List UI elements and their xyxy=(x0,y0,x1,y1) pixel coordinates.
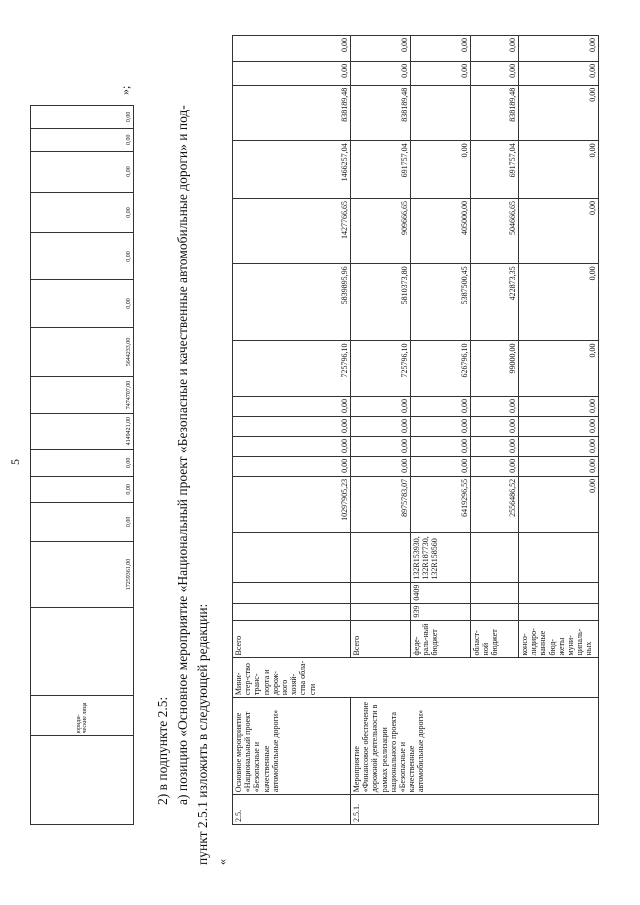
cell-value: 0,00 xyxy=(411,141,471,199)
row-csr xyxy=(233,532,351,582)
strip-value: 0,00 xyxy=(31,449,134,476)
row-csr xyxy=(351,532,411,582)
table-row xyxy=(351,36,411,825)
row-grbs xyxy=(519,603,599,620)
cell-value: 5387500,45 xyxy=(411,264,471,341)
row-grbs: 939 xyxy=(411,603,471,620)
cell-value: 2556486,52 xyxy=(471,476,519,532)
cell-value: 0,00 xyxy=(233,397,351,417)
row-rz xyxy=(519,582,599,603)
row-grbs xyxy=(471,603,519,620)
cell-value: 691757,04 xyxy=(471,141,519,199)
strip-value: 7474707,00 xyxy=(31,377,134,413)
cell-value: 0,00 xyxy=(233,61,351,85)
row-source: консо-лидиро-ванные бюд-жеты муни-ципаль-ных xyxy=(519,620,599,658)
row-grbs xyxy=(351,603,411,620)
cell-value: 0,00 xyxy=(411,397,471,417)
row-rz xyxy=(351,582,411,603)
closing-quote: »; xyxy=(118,85,132,95)
cell-value: 405000,00 xyxy=(411,198,471,263)
cell-value: 10297905,23 xyxy=(233,476,351,532)
cell-value: 0,00 xyxy=(233,416,351,436)
cell-value: 99000,00 xyxy=(471,341,519,397)
row-rz xyxy=(233,582,351,603)
row-name: Мероприятие «Финансовое обеспечение дорожной деятельности в рамках реализации национального проекта «Безопасные и качественные автомобильные дороги» xyxy=(351,698,599,795)
strip-value: 0,00 xyxy=(31,280,134,327)
cell-value: 0,00 xyxy=(519,264,599,341)
open-quote: « xyxy=(215,859,229,865)
strip-value: 5644233,00 xyxy=(31,327,134,377)
row-source: област-ной бюджет xyxy=(471,620,519,658)
cell-value: 0,00 xyxy=(471,397,519,417)
cell-value: 0,00 xyxy=(519,341,599,397)
row-rz xyxy=(471,582,519,603)
row-name: Основное мероприятие «Национальный проект «Безопасные и качественные автомобильные дороги» xyxy=(233,698,351,795)
main-table xyxy=(232,35,599,825)
strip-value: 0,00 xyxy=(31,502,134,541)
cell-value: 0,00 xyxy=(519,36,599,62)
cell-value: 5810373,80 xyxy=(351,264,411,341)
cell-value: 0,00 xyxy=(351,436,411,456)
row-csr: 132R153930, 132R187730, 132R158560 xyxy=(411,532,471,582)
row-executor: Мини-стер-ство транс-порта и дорож-ного хозяй-ства обла-сти xyxy=(233,658,599,698)
strip-label: юриди-ческие лица xyxy=(31,696,134,736)
cell-value: 1466257,04 xyxy=(233,141,351,199)
cell-value: 909666,65 xyxy=(351,198,411,263)
cell-value: 0,00 xyxy=(519,416,599,436)
cell-value: 0,00 xyxy=(351,36,411,62)
cell-value: 838189,48 xyxy=(233,85,351,141)
cell-value: 0,00 xyxy=(411,61,471,85)
strip-value: 0,00 xyxy=(31,106,134,129)
cell-value: 0,00 xyxy=(233,36,351,62)
cell-value: 0,00 xyxy=(471,416,519,436)
strip-value: 0,00 xyxy=(31,233,134,280)
cell-value: 0,00 xyxy=(519,61,599,85)
cell-value: 0,00 xyxy=(411,416,471,436)
page-number: 5 xyxy=(8,459,22,465)
cell-value: 0,00 xyxy=(411,436,471,456)
cell-value: 1427766,65 xyxy=(233,198,351,263)
strip-spacer xyxy=(31,736,134,825)
row-grbs xyxy=(233,603,351,620)
cell-value: 626796,10 xyxy=(411,341,471,397)
cell-value: 0,00 xyxy=(351,61,411,85)
row-rz: 0409 xyxy=(411,582,471,603)
cell-value: 5839895,96 xyxy=(233,264,351,341)
cell-value: 0,00 xyxy=(351,397,411,417)
row-csr xyxy=(519,532,599,582)
cell-value: 0,00 xyxy=(351,416,411,436)
strip-value: 0,00 xyxy=(31,476,134,502)
cell-value: 504666,65 xyxy=(471,198,519,263)
cell-value: 8975783,07 xyxy=(351,476,411,532)
strip-value: 17259361,00 xyxy=(31,542,134,608)
text-line-2: а) позицию «Основное мероприятие «Национальный проект «Безопасные и качественные автомобильные дороги» и под- xyxy=(175,105,190,805)
strip-value: 0,00 xyxy=(31,128,134,151)
cell-value: 838189,48 xyxy=(351,85,411,141)
cell-value: 0,00 xyxy=(519,456,599,476)
cell-value: 0,00 xyxy=(471,456,519,476)
row-source: феде-раль-ный бюджет xyxy=(411,620,471,658)
cell-value: 838189,48 xyxy=(471,85,519,141)
row-number: 2.5.1. xyxy=(351,795,599,825)
strip-value: 0,00 xyxy=(31,192,134,233)
cell-value: 725796,10 xyxy=(233,341,351,397)
cell-value: 0,00 xyxy=(471,36,519,62)
strip-spacer xyxy=(31,607,134,696)
cell-value: 0,00 xyxy=(471,61,519,85)
cell-value: 0,00 xyxy=(411,36,471,62)
text-line-1: 2) в подпункте 2.5: xyxy=(155,696,170,805)
row-number: 2.5. xyxy=(233,795,351,825)
previous-table-strip xyxy=(30,105,134,825)
cell-value: 6419296,55 xyxy=(411,476,471,532)
cell-value: 0,00 xyxy=(471,436,519,456)
row-csr xyxy=(471,532,519,582)
cell-value: 0,00 xyxy=(519,198,599,263)
cell-value: 0,00 xyxy=(233,456,351,476)
table-row xyxy=(233,36,351,825)
cell-value: 0,00 xyxy=(411,456,471,476)
cell-value: 0,00 xyxy=(519,397,599,417)
cell-value: 725796,10 xyxy=(351,341,411,397)
text-line-3: пункт 2.5.1 изложить в следующей редакции: xyxy=(195,603,210,865)
cell-value: 0,00 xyxy=(519,476,599,532)
cell-value: 0,00 xyxy=(351,456,411,476)
cell-value: 691757,04 xyxy=(351,141,411,199)
cell-value: 0,00 xyxy=(233,436,351,456)
cell-value: 0,00 xyxy=(519,436,599,456)
row-source: Всего xyxy=(233,620,351,658)
cell-value: 422873,35 xyxy=(471,264,519,341)
cell-value: 0,00 xyxy=(519,141,599,199)
strip-value: 0,00 xyxy=(31,151,134,192)
row-source: Всего xyxy=(351,620,411,658)
cell-value xyxy=(411,85,471,141)
strip-value: 4149421,00 xyxy=(31,413,134,449)
cell-value: 0,00 xyxy=(519,85,599,141)
